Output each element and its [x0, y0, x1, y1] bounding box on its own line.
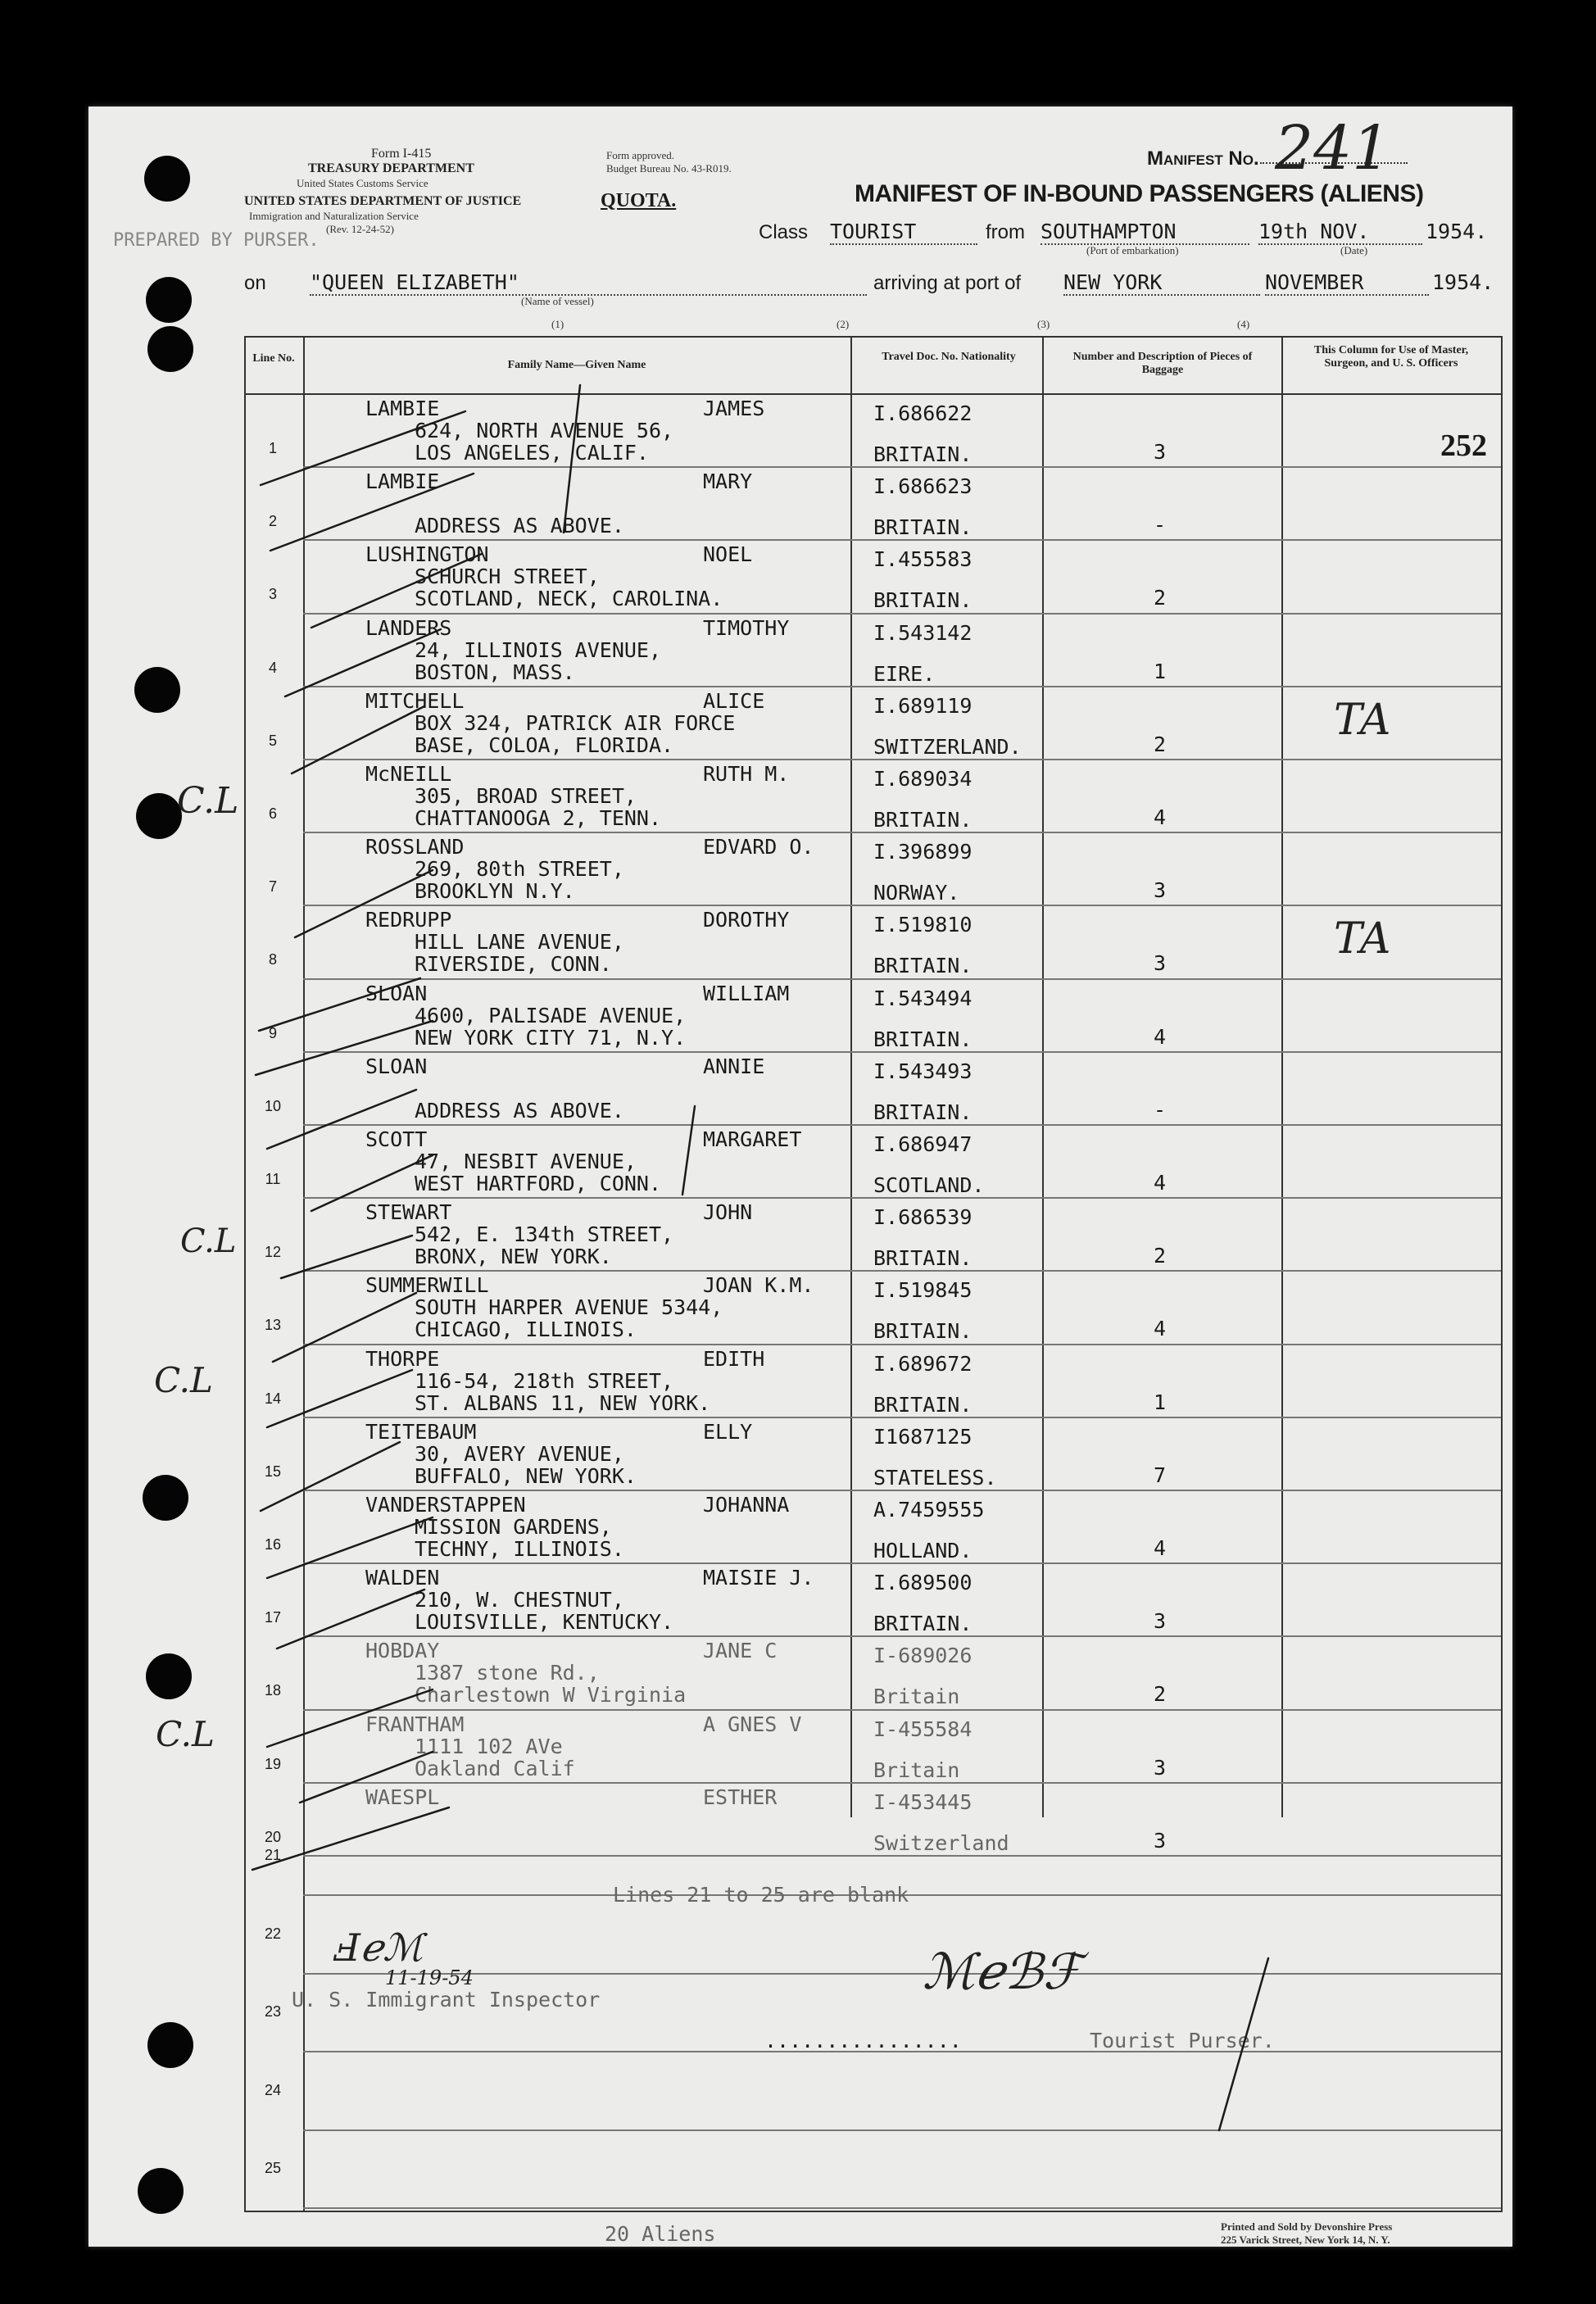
prepared-by: PREPARED BY PURSER.	[113, 230, 320, 251]
address-line-1: 624, NORTH AVENUE 56,	[415, 419, 674, 442]
baggage-count: 2	[1154, 586, 1167, 610]
address-line-1: 305, BROAD STREET,	[415, 784, 637, 808]
vessel-name: "QUEEN ELIZABETH"	[310, 270, 867, 296]
address-line-2: NEW YORK CITY 71, N.Y.	[415, 1025, 687, 1050]
given-name: NOEL	[703, 542, 753, 567]
family-name: STEWART	[365, 1200, 452, 1225]
line-number: 14	[264, 1390, 282, 1407]
arrival-port: NEW YORK	[1063, 270, 1260, 296]
family-name: WAESPL	[365, 1785, 440, 1809]
baggage-count: 3	[1154, 1609, 1167, 1634]
address-line-2: ADDRESS AS ABOVE.	[415, 1098, 624, 1123]
line-number: 8	[268, 951, 277, 968]
address-line-2: Oakland Calif	[415, 1756, 575, 1780]
baggage-count: 4	[1154, 1171, 1167, 1195]
nationality: BRITAIN.	[873, 1246, 973, 1271]
line-number: 21	[264, 1847, 282, 1863]
line-number: 1	[268, 440, 277, 456]
travel-doc-number: I.543493	[873, 1059, 973, 1083]
line-number: 11	[265, 1171, 281, 1187]
line-number: 17	[264, 1609, 282, 1626]
travel-doc-number: I.689500	[873, 1571, 973, 1595]
revision: (Rev. 12-24-52)	[326, 223, 394, 235]
nationality: BRITAIN.	[873, 954, 973, 978]
address-line-1: 542, E. 134th STREET,	[415, 1222, 674, 1247]
family-name: SCOTT	[365, 1127, 428, 1151]
check-marks	[88, 107, 1512, 2247]
address-line-2: ST. ALBANS 11, NEW YORK.	[415, 1390, 711, 1415]
baggage-count: 3	[1154, 878, 1167, 903]
given-name: RUTH M.	[703, 762, 790, 786]
address-line-2: BASE, COLOA, FLORIDA.	[415, 732, 674, 757]
travel-doc-number: I1687125	[873, 1424, 973, 1449]
travel-doc-number: I.543142	[873, 620, 973, 645]
family-name: HOBDAY	[365, 1639, 440, 1663]
nationality: SCOTLAND.	[873, 1173, 985, 1197]
margin-note: C.L	[177, 780, 239, 822]
travel-doc-number: I-689026	[873, 1644, 973, 1668]
nationality: Britain	[873, 1685, 960, 1709]
total-aliens: 20 Aliens	[605, 2222, 716, 2246]
baggage-count: 3	[1154, 1755, 1167, 1780]
family-name: LANDERS	[365, 615, 452, 640]
family-name: LUSHINGTON	[365, 542, 489, 567]
nationality: BRITAIN.	[873, 1612, 973, 1636]
given-name: DOROTHY	[703, 908, 790, 932]
family-name: SLOAN	[365, 981, 428, 1005]
port-of-embarkation: SOUTHAMPTON	[1041, 220, 1249, 245]
nationality: Britain	[873, 1757, 960, 1782]
nationality: BRITAIN.	[873, 1319, 973, 1344]
family-name: ROSSLAND	[365, 835, 465, 859]
nationality: Switzerland	[873, 1830, 1009, 1855]
col-num-4: (4)	[1237, 318, 1250, 330]
family-name: SLOAN	[365, 1054, 428, 1078]
col-num-3: (3)	[1037, 318, 1050, 330]
nationality: EIRE.	[873, 661, 936, 686]
line-number: 22	[264, 1925, 282, 1942]
form-number: Form I-415	[371, 147, 432, 161]
line-number: 18	[264, 1682, 282, 1699]
baggage-count: 1	[1154, 659, 1167, 683]
line-number: 6	[268, 805, 277, 822]
baggage-count: 1	[1154, 1390, 1167, 1414]
address-line-2: LOUISVILLE, KENTUCKY.	[415, 1610, 674, 1635]
address-line-1: 1387 stone Rd.,	[415, 1661, 600, 1685]
given-name: JAMES	[703, 397, 765, 420]
col-name: Family Name—Given Name	[507, 359, 646, 371]
travel-doc-number: I.455583	[873, 547, 973, 572]
given-name: TIMOTHY	[703, 615, 790, 640]
line-number: 19	[264, 1755, 282, 1772]
baggage-count: 7	[1154, 1463, 1167, 1487]
given-name: MAISIE J.	[703, 1566, 814, 1590]
baggage-count: 4	[1154, 1536, 1167, 1560]
given-name: WILLIAM	[703, 981, 790, 1005]
given-name: ANNIE	[703, 1054, 765, 1078]
address-line-1: 4600, PALISADE AVENUE,	[415, 1003, 687, 1027]
address-line-2: WEST HARTFORD, CONN.	[415, 1172, 662, 1195]
travel-doc-number: I.519845	[873, 1278, 973, 1303]
departure-year: 1954.	[1426, 220, 1488, 243]
travel-doc-number: I-453445	[873, 1789, 973, 1814]
baggage-count: 3	[1154, 951, 1167, 976]
address-line-1: SOUTH HARPER AVENUE 5344,	[415, 1295, 723, 1320]
address-line-2: Charlestown W Virginia	[415, 1683, 687, 1708]
line-number: 15	[264, 1463, 282, 1480]
baggage-count: -	[1154, 1097, 1167, 1122]
margin-note: C.L	[154, 1360, 213, 1400]
line-number: 2	[268, 513, 277, 530]
line-number: 9	[268, 1024, 277, 1041]
treasury-dept: TREASURY DEPARTMENT	[308, 161, 474, 175]
line-number: 7	[268, 878, 277, 896]
customs-service: United States Customs Service	[297, 177, 428, 189]
family-name: THORPE	[365, 1346, 440, 1371]
col-baggage: Number and Description of Pieces of Baggage	[1072, 351, 1253, 376]
inspector-title: U. S. Immigrant Inspector	[292, 1988, 601, 2011]
family-name: MITCHELL	[365, 688, 465, 713]
address-line-2: ADDRESS AS ABOVE.	[415, 514, 624, 538]
ins: Immigration and Naturalization Service	[249, 210, 419, 222]
family-name: LAMBIE	[365, 397, 440, 420]
line-number: 5	[268, 732, 277, 749]
address-line-1: 269, 80th STREET,	[415, 857, 624, 882]
address-line-1: 24, ILLINOIS AVENUE,	[415, 637, 662, 662]
line-number: 13	[264, 1317, 282, 1334]
col-officers: This Column for Use of Master, Surgeon, and U. S. Officers	[1313, 344, 1469, 370]
purser-signature: ℳℯℬℱ	[923, 1943, 1082, 2001]
printer-line-2: 225 Varick Street, New York 14, N. Y.	[1221, 2234, 1390, 2246]
doj: UNITED STATES DEPARTMENT OF JUSTICE	[244, 194, 522, 208]
given-name: EDITH	[703, 1346, 765, 1371]
date-caption: (Date)	[1340, 244, 1368, 256]
col-num-1: (1)	[551, 318, 564, 330]
address-line-2: BUFFALO, NEW YORK.	[415, 1463, 637, 1488]
vessel-caption: (Name of vessel)	[521, 295, 594, 307]
baggage-count: 2	[1154, 1682, 1167, 1707]
arrival-month: NOVEMBER	[1265, 270, 1429, 296]
nationality: STATELESS.	[873, 1465, 997, 1490]
col-num-2: (2)	[837, 318, 850, 330]
baggage-count: 4	[1154, 1317, 1167, 1341]
address-line-2: TECHNY, ILLINOIS.	[415, 1537, 624, 1561]
purser-dots: ................	[764, 2029, 962, 2052]
address-line-2: BRONX, NEW YORK.	[415, 1245, 612, 1269]
given-name: JANE C	[703, 1639, 778, 1663]
line-number: 16	[264, 1536, 282, 1553]
travel-doc-number: I.689672	[873, 1351, 973, 1376]
family-name: VANDERSTAPPEN	[365, 1493, 526, 1517]
form-approved: Form approved.	[606, 149, 675, 161]
given-name: JOHANNA	[703, 1493, 790, 1517]
address-line-1: 30, AVERY AVENUE,	[415, 1441, 624, 1466]
officer-mark: 252	[1440, 429, 1487, 463]
travel-doc-number: I.686623	[873, 474, 973, 499]
address-line-1: MISSION GARDENS,	[415, 1515, 612, 1539]
inspector-date: 11-19-54	[385, 1966, 474, 1989]
nationality: NORWAY.	[873, 881, 960, 905]
baggage-count: 2	[1154, 732, 1167, 756]
address-line-2: SCOTLAND, NECK, CAROLINA.	[415, 587, 723, 611]
line-number: 24	[264, 2081, 282, 2098]
family-name: LAMBIE	[365, 469, 440, 494]
baggage-count: 3	[1154, 1828, 1167, 1853]
travel-doc-number: I.543494	[873, 986, 973, 1010]
address-line-2: CHICAGO, ILLINOIS.	[415, 1318, 637, 1342]
officer-mark: TA	[1334, 914, 1391, 964]
travel-doc-number: A.7459555	[873, 1498, 985, 1522]
given-name: JOHN	[703, 1200, 753, 1225]
travel-doc-number: I.689119	[873, 693, 973, 718]
travel-doc-number: I.396899	[873, 840, 973, 864]
manifest-number: 241	[1275, 113, 1391, 184]
nationality: BRITAIN.	[873, 588, 973, 613]
travel-doc-number: I-455584	[873, 1717, 973, 1741]
given-name: A GNES V	[703, 1712, 802, 1736]
quota-label: QUOTA.	[601, 190, 677, 211]
purser-title: Tourist Purser.	[1090, 2029, 1275, 2052]
nationality: BRITAIN.	[873, 808, 973, 832]
nationality: BRITAIN.	[873, 1100, 973, 1124]
from-label: from	[986, 221, 1025, 243]
line-number: 20	[264, 1828, 282, 1845]
travel-doc-number: I.686622	[873, 401, 973, 425]
class-label: Class	[759, 221, 809, 243]
family-name: SUMMERWILL	[365, 1273, 489, 1298]
line-number: 10	[264, 1097, 282, 1114]
given-name: ELLY	[703, 1419, 753, 1444]
line-number: 12	[264, 1244, 282, 1261]
line-number: 25	[264, 2160, 282, 2177]
address-line-1: BOX 324, PATRICK AIR FORCE	[415, 710, 736, 735]
given-name: MARGARET	[703, 1127, 802, 1151]
address-line-1: 210, W. CHESTNUT,	[415, 1588, 624, 1612]
address-line-1: 47, NESBIT AVENUE,	[415, 1150, 637, 1173]
nationality: HOLLAND.	[873, 1539, 973, 1562]
travel-doc-number: I.519810	[873, 913, 973, 937]
given-name: ALICE	[703, 688, 765, 713]
given-name: EDVARD O.	[703, 835, 814, 859]
nationality: BRITAIN.	[873, 515, 973, 540]
officer-mark: TA	[1334, 695, 1391, 745]
margin-note: C.L	[180, 1222, 237, 1260]
embark-caption: (Port of embarkation)	[1086, 244, 1179, 256]
address-line-1: 1111 102 AVe	[415, 1734, 563, 1758]
col-line-no: Line No.	[252, 352, 295, 365]
inspector-signature: Ⅎℯℳ	[334, 1925, 424, 1970]
manifest-no-label: Manifest No.	[1147, 147, 1259, 170]
manifest-page	[88, 107, 1512, 2247]
family-name: TEITEBAUM	[365, 1419, 477, 1444]
baggage-count: 2	[1154, 1244, 1167, 1268]
address-line-1: SCHURCH STREET,	[415, 565, 600, 589]
nationality: SWITZERLAND.	[873, 734, 1022, 759]
line-number: 23	[264, 2003, 282, 2021]
travel-doc-number: I.686947	[873, 1132, 973, 1156]
given-name: MARY	[703, 469, 753, 494]
address-line-2: CHATTANOOGA 2, TENN.	[415, 806, 662, 830]
address-line-2: BROOKLYN N.Y.	[415, 879, 575, 904]
address-line-1: HILL LANE AVENUE,	[415, 930, 624, 955]
baggage-count: 4	[1154, 1024, 1167, 1049]
family-name: WALDEN	[365, 1566, 440, 1590]
line-number: 3	[268, 586, 277, 603]
col-travel-doc: Travel Doc. No. Nationality	[882, 351, 1016, 363]
class-value: TOURIST	[830, 220, 977, 245]
line-number: 4	[268, 659, 277, 676]
baggage-count: 4	[1154, 805, 1167, 829]
address-line-1: 116-54, 218th STREET,	[415, 1368, 674, 1393]
given-name: JOAN K.M.	[703, 1273, 814, 1298]
on-label: on	[244, 272, 266, 294]
blank-lines-note: Lines 21 to 25 are blank	[613, 1883, 909, 1907]
arriving-label: arriving at port of	[873, 272, 1022, 294]
address-line-2: LOS ANGELES, CALIF.	[415, 441, 649, 465]
nationality: BRITAIN.	[873, 1027, 973, 1051]
travel-doc-number: I.686539	[873, 1205, 973, 1230]
family-name: REDRUPP	[365, 908, 452, 932]
printer-line-1: Printed and Sold by Devonshire Press	[1221, 2220, 1393, 2233]
baggage-count: 3	[1154, 440, 1167, 464]
departure-date: 19th NOV.	[1258, 220, 1422, 245]
page-title: MANIFEST OF IN-BOUND PASSENGERS (ALIENS)	[855, 180, 1424, 207]
budget-bureau: Budget Bureau No. 43-R019.	[606, 162, 732, 175]
family-name: McNEILL	[365, 762, 452, 786]
address-line-2: BOSTON, MASS.	[415, 660, 575, 684]
given-name: ESTHER	[703, 1785, 778, 1809]
nationality: BRITAIN.	[873, 1392, 973, 1417]
nationality: BRITAIN.	[873, 442, 973, 466]
arrival-year: 1954.	[1432, 270, 1494, 294]
family-name: FRANTHAM	[365, 1712, 465, 1736]
margin-note: C.L	[156, 1714, 215, 1754]
baggage-count: -	[1154, 513, 1167, 537]
address-line-2: RIVERSIDE, CONN.	[415, 952, 612, 977]
travel-doc-number: I.689034	[873, 767, 973, 791]
